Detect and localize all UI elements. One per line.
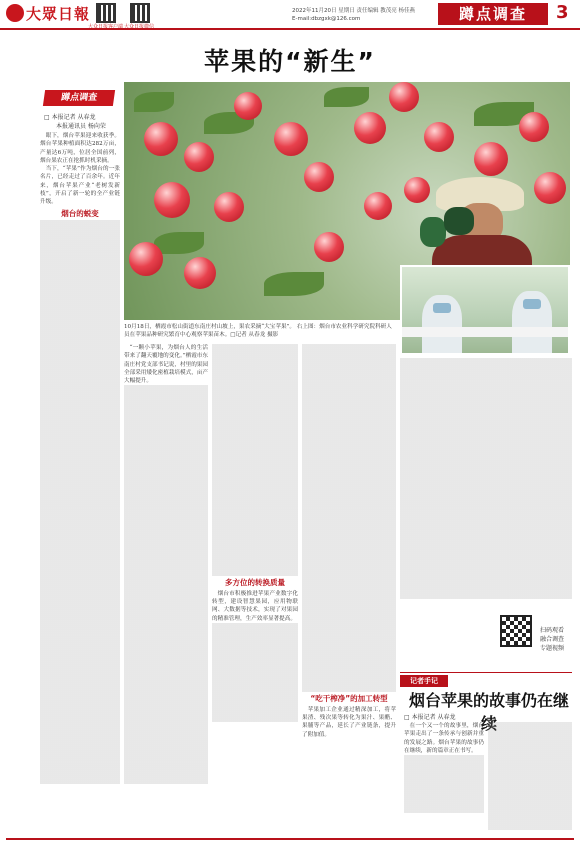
photo-caption: 10月18日，栖霞市松山街道东南庄村山坡上，果农采摘“大宝苹果”。 右上图：烟台市农业科学研究院科研人员在苹果品种研究繁育中心观察苹果苗木。□记者 从春龙 摄影 xyxy=(124,324,392,338)
newspaper-logo-icon xyxy=(6,4,24,22)
paragraph: 当下，“苹果”作为烟台的一张名片，已经走过了百余年。近年来，烟台苹果产业“老树发新枝”，开启了新一轮的全产业链升级。 xyxy=(40,166,120,206)
column-tag: 蹲点调查 xyxy=(43,90,115,106)
paragraph: 苹果加工企业通过精深加工，将苹果渣、残次果等转化为果汁、果醋、果脯等产品，延长了产业链条，提升了附加值。 xyxy=(302,706,396,738)
body-text-placeholder xyxy=(302,344,396,692)
qr-label-1: 扫码观看 xyxy=(540,627,565,634)
body-text-placeholder xyxy=(40,220,120,784)
section-title: 蹲点调查 xyxy=(438,3,548,25)
notes-column-1 xyxy=(404,722,484,834)
qr-label-3: 专题视频 xyxy=(540,645,565,652)
article-column-1 xyxy=(40,132,120,832)
notes-tag: 记者手记 xyxy=(400,675,448,687)
body-text-placeholder xyxy=(124,385,208,783)
app-qr-icon xyxy=(96,3,116,23)
body-text-placeholder xyxy=(488,722,572,830)
page-number: 3 xyxy=(556,2,569,23)
qr-caption-app: 大众日报客户端 xyxy=(88,24,124,30)
masthead xyxy=(0,0,580,30)
issue-info: 2022年11月20日 星期日 责任编辑 教茂亮 杨佳燕 xyxy=(292,8,415,14)
article-headline: 苹果的“新生” xyxy=(204,47,376,76)
byline-author: □ 本报记者 从春龙 xyxy=(44,114,96,121)
wechat-qr-icon xyxy=(130,3,150,23)
article-column-3 xyxy=(212,344,298,834)
article-column-2 xyxy=(124,344,208,834)
section-divider xyxy=(400,672,572,673)
body-text-placeholder xyxy=(400,358,572,599)
paragraph: 眼下，烟台苹果迎来收获季。烟台苹果种植面积达282万亩，产量达6万吨，位居全国前列，烟台果农正在抢抓时机采摘。 xyxy=(40,133,120,164)
subhead-3: “吃干榨净”的加工转型 xyxy=(310,694,388,704)
body-text-placeholder xyxy=(212,623,298,723)
qr-caption-wechat: 大众日报微信 xyxy=(124,24,155,30)
editor-email: E-mail:dbzgxk@126.com xyxy=(292,16,361,22)
paragraph: 在一个又一个的故事里，烟台苹果走出了一条传承与创新并重的发展之路。烟台苹果的故事仍在继续，新的篇章正在书写。 xyxy=(404,723,484,754)
subhead-2: 多方位的转换质量 xyxy=(225,578,285,588)
lab-inset-photo xyxy=(400,265,570,355)
byline-correspondent: 本报通讯员 杨向荣 xyxy=(56,123,106,130)
footer-rule xyxy=(6,838,574,840)
notes-column-2 xyxy=(488,722,572,834)
body-text-placeholder xyxy=(404,755,484,813)
body-text-placeholder xyxy=(212,344,298,576)
qr-label-2: 融合调查 xyxy=(540,636,565,643)
paragraph: 烟台市积极推进苹果产业数字化转型，建设智慧果园，应用物联网、大数据等技术，实现了对果园的精准管理，生产效率显著提高。 xyxy=(212,590,298,622)
paragraph: “一颗小苹果，为烟台人的生活带来了翻天覆地的变化。”栖霞市东南庄村党支部书记说，村里的果园全部采用矮化密植栽培模式，亩产大幅提升。 xyxy=(124,345,208,385)
video-qr-code-icon[interactable] xyxy=(500,615,532,647)
newspaper-name: 大眾日報 xyxy=(26,5,91,23)
article-column-5 xyxy=(400,358,572,608)
article-column-4 xyxy=(302,344,396,834)
notes-byline: □ 本报记者 从春龙 xyxy=(404,714,456,721)
notes-headline: 烟台苹果的故事仍在继续 xyxy=(408,691,569,733)
subhead-1: 烟台的蜕变 xyxy=(61,208,99,218)
